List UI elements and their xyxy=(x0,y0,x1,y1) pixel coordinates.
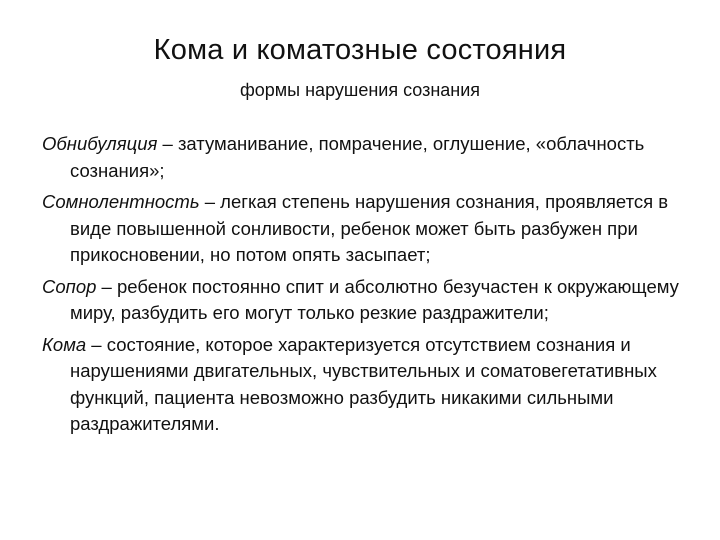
definition-term: Кома xyxy=(42,333,87,355)
definitions-list xyxy=(42,131,692,443)
definition-text: – легкая степень нарушения сознания, проявляется в виде повышенной сонливости, ребенок может быть разбужен при прикосновении, но потом опять засыпает; xyxy=(70,191,669,265)
definition-term: Сопор xyxy=(42,275,97,297)
slide-title: Кома и коматозные состояния xyxy=(153,34,567,66)
slide-subtitle: формы нарушения сознания xyxy=(239,80,481,100)
definition-item-coma xyxy=(42,332,692,438)
definition-text: – состояние, которое характеризуется отсутствием сознания и нарушениями двигательных, чувствительных и соматовегетативных функций, пациента невозможно разбудить никакими сильными раздражителями. xyxy=(70,333,657,434)
definition-term: Сомнолентность xyxy=(42,191,200,212)
definition-text: – ребенок постоянно спит и абсолютно безучастен к окружающему миру, разбудить его могут только резкие раздражители; xyxy=(70,275,679,323)
definition-item-obnubilation xyxy=(42,131,692,184)
definition-term: Обнибуляция xyxy=(42,133,158,154)
definition-item-somnolence xyxy=(42,189,692,269)
definition-item-sopor xyxy=(42,274,692,327)
definition-text: – затуманивание, помрачение, оглушение, «облачность сознания»; xyxy=(70,133,645,181)
